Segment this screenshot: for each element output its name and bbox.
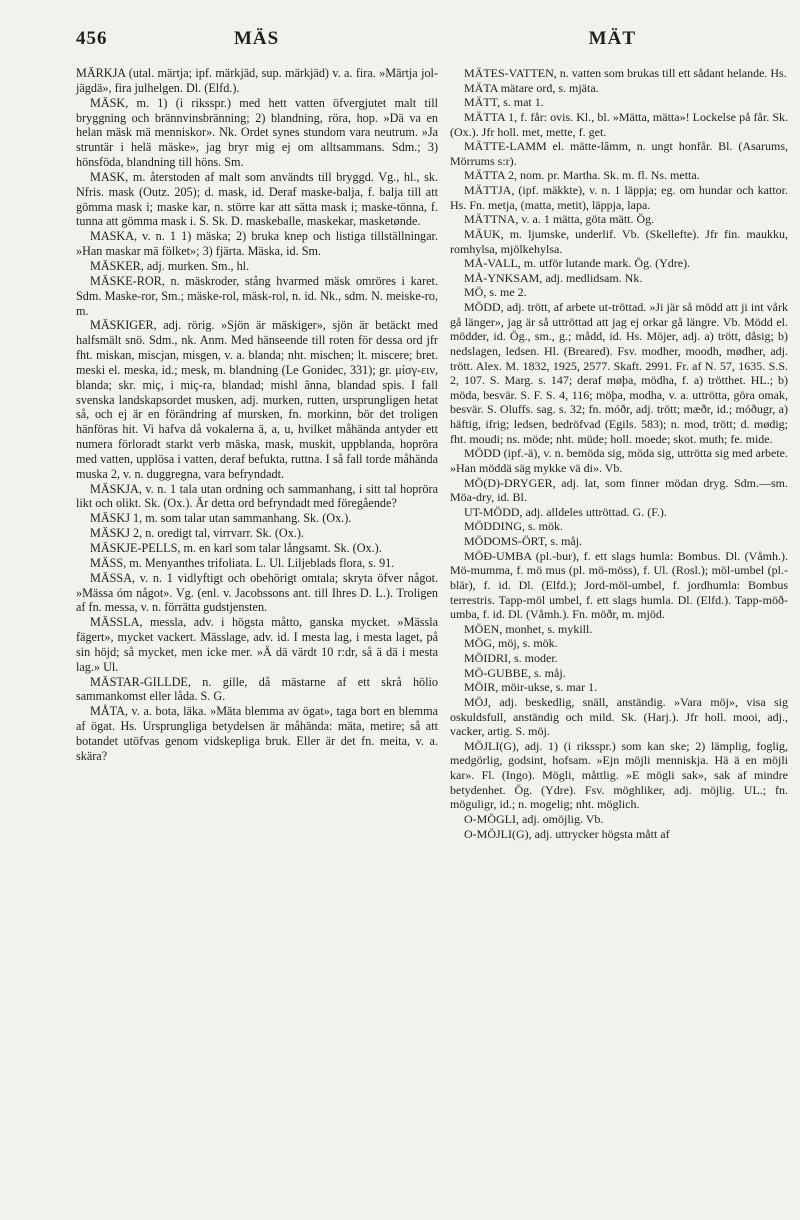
dictionary-entry: MÅ-VALL, m. utför lutande mark. Ög. (Ydre). [464,256,691,271]
dictionary-entry: MÄSKJ 1, m. som talar utan sammanhang. Sk. (Ox.). [90,511,352,526]
dictionary-entry: MÄSKER, adj. murken. Sm., hl. [90,258,250,273]
dictionary-entry: MÖG, möj, s. mök. [464,636,558,651]
dictionary-entry: MÖIR, möir-ukse, s. mar 1. [464,680,598,695]
dictionary-entry: MÄSKJE-PELLS, m. en karl som talar långsamt. Sk. (Ox.). [90,541,382,555]
dictionary-entry: MÄSS, m. Menyanthes trifoliata. L. Ul. Liljeblads flora, s. 91. [90,555,395,570]
dictionary-entry: MÖDOMS-ÖRT, s. måj. [464,534,583,548]
dictionary-entry: MÄSKIGER, adj. rörig. »Sjön är mäskiger», sjön är betäckt med halfsmält snö. Sdm., nk. Anm. Med hänseende till roten för dessa ord jfr fht. miskan, miscjan, misgen, v. a. blanda; nht. mischen; lt. miscere; bret. meski el. meska, id.; mesk, m. blandning (Le Gonidec, 331); gr. μίσγ-ειν, blanda; skr. miç, i miç-ra, blandad; mishl ânna, blandad spis. I fall svenska landskapsordet musken, adj. murken, rutten, ursprungligen hetat så, och ej är en förändring af mursken, fn. morkinn, bör det troligen hänföras hit. Vi hafva då vokalerna ä, a, u, hvilket måhända antyder ett numera förloradt starkt verb mäska, mask, muskit, uppblanda, hopröra med vatten, upplösa i vatten, deraf befukta, ruttna. I så fall torde måhända muska 2, v. n. duggregna, vara befryndadt. [76,318,438,481]
dictionary-entry: MÖJLI(G), adj. 1) (i riksspr.) som kan ske; 2) lämplig, foglig, medgörlig, godsint, hofsam. »Ejn möjli menniskja. Hä ä en möjli kar». Fl. (Ingo). Mögli, måttlig. »E mögli sak», sak af mindre betydenhet. Ög. (Ydre). Fsv. möghliker, adj. möjlig. UL.; fn. möguligr, id.; n. mogelig; nht. möglich. [450,738,788,812]
dictionary-entry: MÖ-GUBBE, s. måj. [464,665,566,680]
dictionary-entry: MÄTTE-LAMM el. mätte-lâmm, n. ungt honfår. Bl. (Asarums, Mörrums s:r). [450,139,788,168]
dictionary-entry: MÖ, s. me 2. [464,285,527,300]
dictionary-entry: MÄSSLA, messla, adv. i högsta måtto, ganska mycket. »Mässla fägert», mycket vackert. Mässlage, adv. id. I mesta lag, i mesta laget, på sin höjd; så mycket, men icke mer. »Ä dä värdt 10 r:dr, så ä dä i mesta lag.» Ul. [76,615,438,674]
dictionary-entry: MASK, m. återstoden af malt som användts till bryggd. Vg., hl., sk. Nfris. mask (Outz. 205); d. mask, id. Deraf maske-balja, f. balja till att gömma mask i; maske kar, n. större kar att sätta mask i; maske-tönna, f. tunna att gömma mask i. S. Sk. D. maskeballe, maskekar, masketønde. [76,169,438,229]
dictionary-entry: MÄSK, m. 1) (i riksspr.) med hett vatten öfvergjutet malt till bryggning och brännvinsbränning; 2) blandning, röra, hop. »Dä va en helan mäsk mä menniskor». Nk. Ordet synes stundom vara neutrum. »Ja struntär i helä mäske», jag bryr mig ej om alltsammans. Sdm.; 3) hönsföda, blandning till höns. Sm. [76,95,438,170]
dictionary-entry: MÄSTAR-GILLDE, n. gille, då mästarne af ett skrå hölio sammankomst eller låda. S. G. [76,674,438,704]
dictionary-entry: MÅ-YNKSAM, adj. medlidsam. Nk. [464,270,643,285]
right-running-head: MÄT [588,28,636,49]
dictionary-entry: MÖIDRI, s. moder. [464,651,558,665]
dictionary-entry: MÄTTJA, (ipf. mäkkte), v. n. 1 läppja; eg. om hundar och kattor. Hs. Fn. metja, (matta, metit), läppja, lapa. [450,183,788,212]
dictionary-entry: MÖJ, adj. beskedlig, snäll, anständig. »Vara möj», visa sig oskuldsfull, anständig och mild. Sk. (Harj.). Jfr holl. mooi, adj., vacker, artig. S. möj. [450,694,788,739]
dictionary-entry: MÄTTA 2, nom. pr. Martha. Sk. m. fl. Ns. metta. [464,168,700,183]
right-column [450,66,788,841]
dictionary-entry: O-MÖGLI, adj. omöjlig. Vb. [464,811,604,826]
left-running-head: MÄS [234,28,280,49]
dictionary-entry: MÄUK, m. ljumske, underlif. Vb. (Skellefte). Jfr fin. maukku, romhylsa, mjölkehylsa. [450,226,788,256]
dictionary-entry: MÄRKJA (utal. märtja; ipf. märkjäd, sup. märkjäd) v. a. fira. »Märtja jol-jägdä», fira julhelgen. Dl. (Elfd.). [76,66,438,95]
dictionary-entry: MASKA, v. n. 1 1) mäska; 2) bruka knep och listiga tillställningar. »Han maskar mä fölket»; 3) fjärta. Mäska, id. Sm. [76,229,438,259]
dictionary-entry: MÖ(D)-DRYGER, adj. lat, som finner mödan dryg. Sdm.—sm. Möa-dry, id. Bl. [450,475,788,505]
dictionary-entry: MÄTT, s. mat 1. [464,95,544,110]
dictionary-entry: MÖÐ-UMBA (pl.-bur), f. ett slags humla: Bombus. Dl. (Våmh.). Mö-mumma, f. mö mus (pl. mö-möss), f. Ul. (Rosl.); möl-umbel (pl.-blär), f. id. Dl. (Elfd.); Jord-möl-umbel, f. jordhumla: Bombus terrestris. Tapp-möl umbel, f. ett slags humla. Dl. (Elfd.). Tapp-möð-umba, f. id. Dl. (Våmh.). Fn. möðr, m. mjöd. [450,548,788,622]
dictionary-entry: MÄSKJA, v. n. 1 tala utan ordning och sammanhang, i sitt tal hopröra likt och olikt. Sk. (Ox.). Är detta ord befryndadt med föregående? [76,481,438,511]
dictionary-entry: MÅTA, v. a. bota, läka. »Mäta blemma av ögat», taga bort en blemma af ögat. Hs. Ursprungliga betydelsen är måhända: mäta, metire; så att botandet utöfvas genom vidskepliga bruk. Eller är det fn. meita, v. a. skära? [76,704,438,763]
dictionary-entry: MÄTA mätare ord, s. mjäta. [464,80,599,95]
dictionary-entry: MÄTTA 1, f. får: ovis. Kl., bl. »Mätta, mätta»! Lockelse på får. Sk. (Ox.). Jfr holl. met, mette, f. get. [450,109,788,139]
dictionary-entry: MÄSKJ 2, n. oredigt tal, virrvarr. Sk. (Ox.). [90,526,304,541]
dictionary-entry: MÄSSA, v. n. 1 vidlyftigt och obehörigt omtala; skryta öfver något. »Mässa óm något». Vg. (enl. v. Jacobssons ant. till Ihres D. L.). Troligen af fn. messa, v. n. förrätta gudstjensten. [76,570,438,615]
dictionary-entry: O-MÖJLI(G), adj. uttrycker högsta mått af [464,826,670,841]
dictionary-entry: MÖDDING, s. mök. [464,519,563,534]
dictionary-entry: MÄTTNA, v. a. 1 mätta, göta mätt. Ög. [464,212,655,227]
page-header [76,28,636,58]
dictionary-entry: MÄTES-VATTEN, n. vatten som brukas till ett sådant helande. Hs. [464,66,787,80]
page-number: 456 [76,28,108,49]
dictionary-entry: MÖEN, monhet, s. mykill. [464,621,593,636]
dictionary-entry: MÖDD (ipf.-ä), v. n. bemöda sig, möda sig, uttrötta sig med arbete. »Han möddä säg mykke vä di». Vb. [450,446,788,475]
dictionary-entry: MÄSKE-ROR, n. mäskroder, stång hvarmed mäsk omröres i karet. Sdm. Maske-ror, Sm.; mäske-rol, mäsk-rol, n. id. Nk., sdm. N. meiske-ro, m. [76,273,438,318]
dictionary-entry: UT-MÖDD, adj. alldeles uttröttad. G. (F.). [464,504,667,519]
dictionary-entry: MÖDD, adj. trött, af arbete ut-tröttad. »Ji jär så mödd att ji int vårk gå länger», jag är så uttröttad att jag ej orkar gå längre. Vb. Mödd el. mödder, id. Ög., sm., g.; mådd, id. Hs. Möjer, adj. a) trött, dåsig; b) nedslagen, ledsen. Hl. (Breared). Fsv. modher, moodh, mødher, adj. trött. Alex. M. 1832, 1925, 2577. Skaft. 2991. Fr. af N. 57, 1635. S.S. 2, 107. S. Marg. s. 147; deraf møþa, mödha, f. a) trötthet. HL.; b) möda, besvär. S. F. S. 4, 116; möþa, modha, v. a. uttrötta, göra omak, besvär. S. Oluffs. sag. s. 32; fn. móðr, adj. trött; mæðr, id.; móðugr, a) häftig, ifrig; ledsen, bedröfvad (Egils. 583); n. mod, trött; d. mødig; fht. moudi; ns. möde; nht. müde; holl. moede; skot. muth; fe. mide. [450,300,788,446]
left-column [76,66,438,764]
